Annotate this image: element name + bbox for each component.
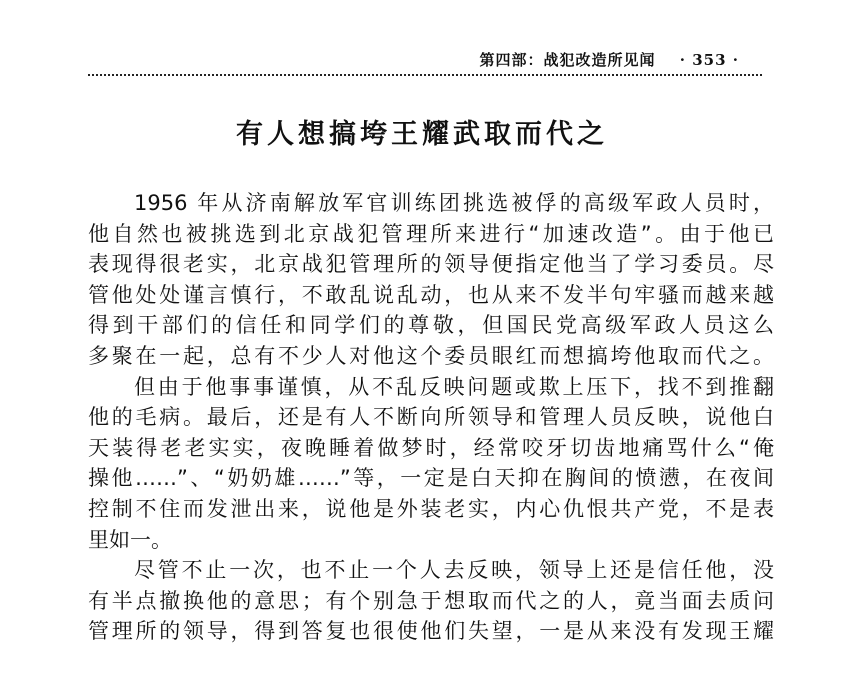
- text-line: 有半点撤换他的意思；有个别急于想取而代之的人，竟当面去质问: [88, 588, 774, 613]
- text-line: 天装得老老实实，夜晚睡着做梦时，经常咬牙切齿地痛骂什么“俺: [88, 435, 774, 460]
- text-line: 他的毛病。最后，还是有人不断向所领导和管理人员反映，说他白: [88, 405, 774, 430]
- text-line: 控制不住而发泄出来，说他是外装老实，内心仇恨共产党，不是表: [88, 496, 774, 521]
- section-title: 第四部：战犯改造所见闻: [479, 51, 656, 69]
- text-line: 尽管不止一次，也不止一个人去反映，领导上还是信任他，没: [134, 558, 774, 583]
- text-line: 表现得很老实，北京战犯管理所的领导便指定他当了学习委员。尽: [88, 252, 774, 277]
- chapter-title: 有人想搞垮王耀武取而代之: [236, 119, 608, 150]
- text-line: 他自然也被挑选到北京战犯管理所来进行“加速改造”。由于他已: [88, 221, 774, 246]
- text-line: 1956 年从济南解放军官训练团挑选被俘的高级军政人员时，: [134, 191, 774, 215]
- running-header: [480, 50, 739, 70]
- body-text: [88, 188, 774, 647]
- text-line: 管他处处谨言慎行，不敢乱说乱动，也从来不发半句牢骚而越来越: [88, 282, 774, 307]
- text-line: 得到干部们的信任和同学们的尊敬，但国民党高级军政人员这么: [88, 313, 774, 338]
- text-line: 管理所的领导，得到答复也很使他们失望，一是从来没有发现王耀: [88, 619, 774, 644]
- page-number: · 353 ·: [679, 51, 739, 69]
- text-line: 操他……”、“奶奶雄……”等，一定是白天抑在胸间的愤懑，在夜间: [88, 466, 774, 491]
- text-line: 里如一。: [88, 527, 172, 552]
- text-line: 多聚在一起，总有不少人对他这个委员眼红而想搞垮他取而代之。: [88, 343, 774, 368]
- header-rule: [88, 74, 762, 76]
- text-line: 但由于他事事谨慎，从不乱反映问题或欺上压下，找不到推翻: [134, 374, 774, 399]
